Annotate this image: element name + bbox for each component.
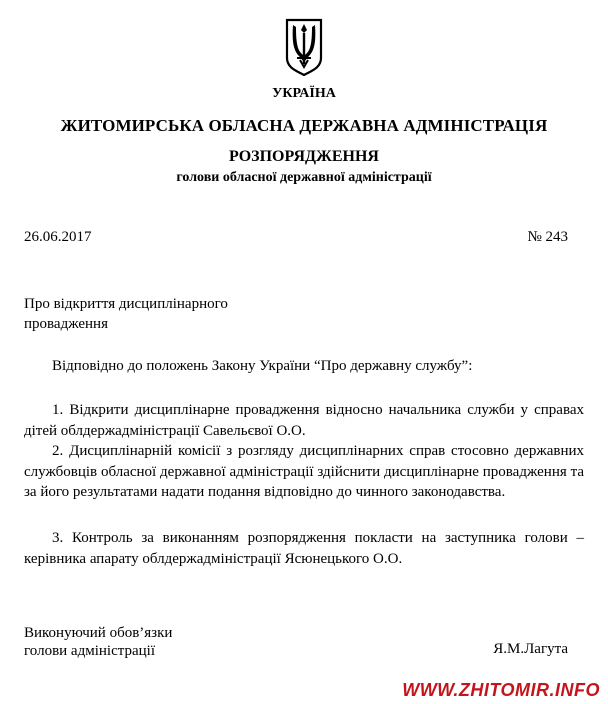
document-type-title: РОЗПОРЯДЖЕННЯ [229,148,379,165]
site-watermark: WWW.ZHITOMIR.INFO [402,680,600,700]
issuer-subtitle: голови обласної державної адміністрації [176,170,432,185]
country-heading: УКРАЇНА [272,86,336,101]
signatory-name: Я.М.Лагута [493,641,568,657]
document-subject: Про відкриття дисциплінарного провадження [24,296,228,332]
order-paragraph-2: 2. Дисциплінарній комісії з розгляду дисциплінарних справ стосовно державних службовців обласної державної адміністрації здійснити дисциплінарне провадження та за його результатами надати подання відповідно до чинного законодавства. [24,443,584,500]
trident-icon [283,16,325,76]
document-number: № 243 [527,229,568,245]
document-date: 26.06.2017 [24,229,92,245]
order-paragraph-3: 3. Контроль за виконанням розпорядження покласти на заступника голови – керівника апарату облдержадміністрації Ясюнецького О.О. [24,530,584,567]
signatory-position-line-1: Виконуючий обов’язки [24,625,173,641]
intro-paragraph: Відповідно до положень Закону України “Про державну службу”: [52,358,473,374]
order-paragraph-1: 1. Відкрити дисциплінарне провадження відносно начальника служби у справах дітей облдержадміністрації Савельєвої О.О. [24,402,584,439]
signatory-position [24,624,172,660]
administration-heading: ЖИТОМИРСЬКА ОБЛАСНА ДЕРЖАВНА АДМІНІСТРАЦІЯ [60,116,548,135]
signatory-position-line-2: голови адміністрації [24,643,155,659]
